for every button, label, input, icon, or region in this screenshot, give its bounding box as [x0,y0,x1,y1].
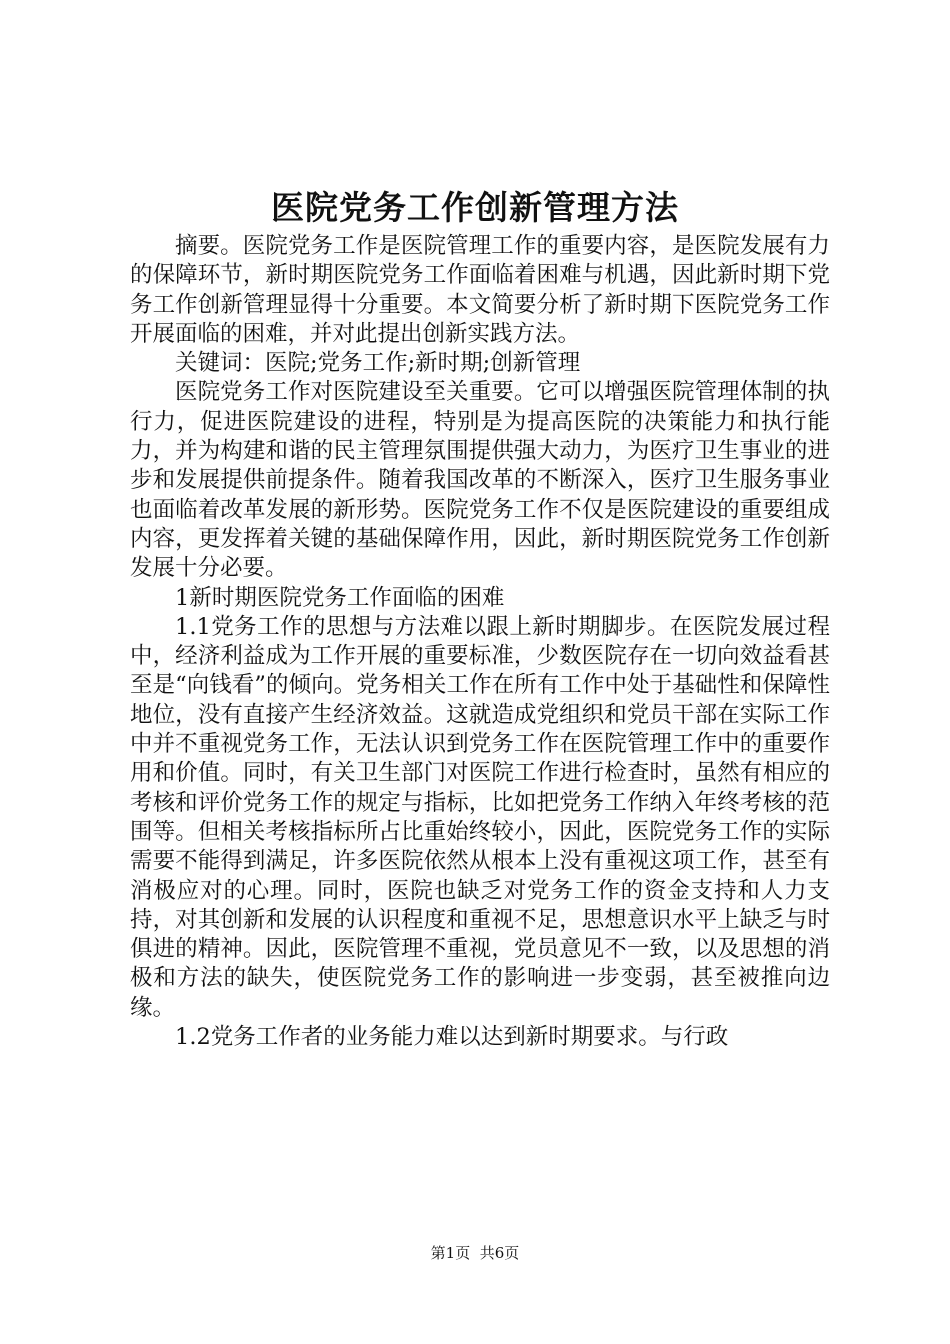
page-total: 共6页 [479,1244,520,1262]
section-1-2-paragraph: 1.2党务工作者的业务能力难以达到新时期要求。与行政 [175,1024,729,1051]
page-footer [0,1243,950,1263]
section-1-1-paragraph: 1.1党务工作的思想与方法难以跟上新时期脚步。在医院发展过程中，经济利益成为工作开展的重要标准，少数医院存在一切向效益看甚至是“向钱看”的倾向。党务相关工作在所有工作中处于基础性和保障性地位，没有直接产生经济效益。这就造成党组织和党员干部在实际工作中并不重视党务工作，无法认识到党务工作在医院管理工作中的重要作用和价值。同时，有关卫生部门对医院工作进行检查时，虽然有相应的考核和评价党务工作的规定与指标，比如把党务工作纳入年终考核的范围等。但相关考核指标所占比重始终较小，因此，医院党务工作的实际需要不能得到满足，许多医院依然从根本上没有重视这项工作，甚至有消极应对的心理。同时，医院也缺乏对党务工作的资金支持和人力支持，对其创新和发展的认识程度和重视不足，思想意识水平上缺乏与时俱进的精神。因此，医院管理不重视，党员意见不一致，以及思想的消极和方法的缺失，使医院党务工作的影响进一步变弱，甚至被推向边缘。 [130,613,830,1021]
document-title: 医院党务工作创新管理方法 [271,188,679,227]
page-number: 第1页 [430,1244,471,1262]
keywords-paragraph: 关键词：医院;党务工作;新时期;创新管理 [175,350,581,377]
document-body [130,232,830,1052]
intro-paragraph: 医院党务工作对医院建设至关重要。它可以增强医院管理体制的执行力，促进医院建设的进程，特别是为提高医院的决策能力和执行能力，并为构建和谐的民主管理氛围提供强大动力，为医疗卫生事业的进步和发展提供前提条件。随着我国改革的不断深入，医疗卫生服务事业也面临着改革发展的新形势。医院党务工作不仅是医院建设的重要组成内容，更发挥着关键的基础保障作用，因此，新时期医院党务工作创新发展十分必要。 [130,379,830,582]
section-heading-1: 1新时期医院党务工作面临的困难 [175,584,505,611]
abstract-paragraph: 摘要。医院党务工作是医院管理工作的重要内容，是医院发展有力的保障环节，新时期医院党务工作面临着困难与机遇，因此新时期下党务工作创新管理显得十分重要。本文简要分析了新时期下医院党务工作开展面临的困难，并对此提出创新实践方法。 [130,233,830,347]
